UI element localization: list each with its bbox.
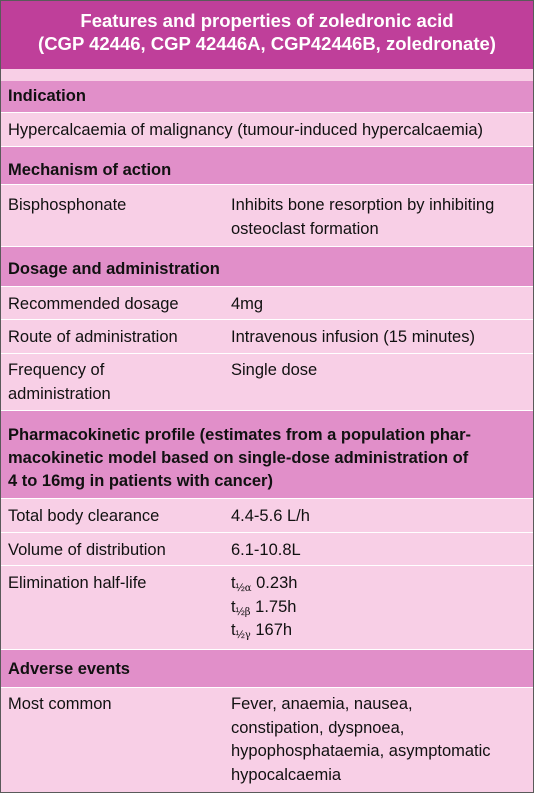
t-symbol: t bbox=[231, 597, 236, 616]
value-line: hypophosphataemia, asymptomatic bbox=[231, 742, 491, 760]
row-label: Most common bbox=[8, 695, 112, 713]
row-value bbox=[231, 572, 527, 643]
heading-line: 4 to 16mg in patients with cancer) bbox=[8, 472, 273, 490]
table-row bbox=[1, 320, 533, 354]
section-heading: Adverse events bbox=[8, 660, 130, 678]
title-line-1: Features and properties of zoledronic acid bbox=[80, 10, 454, 31]
t-symbol: t bbox=[231, 574, 236, 592]
t-symbol: t bbox=[231, 621, 236, 639]
section-mechanism bbox=[1, 147, 533, 185]
half-life-gamma bbox=[231, 619, 527, 643]
label-line: administration bbox=[8, 384, 111, 403]
beta-value: 1.75h bbox=[250, 597, 297, 616]
row-label: Volume of distribution bbox=[8, 541, 166, 559]
row-value bbox=[231, 194, 527, 241]
row-label: Recommended dosage bbox=[8, 295, 179, 313]
half-life-alpha bbox=[231, 572, 527, 596]
alpha-symbol: α bbox=[244, 583, 252, 594]
heading-line: macokinetic model based on single-dose administration of bbox=[8, 449, 469, 467]
label-line: Frequency of bbox=[8, 361, 105, 379]
row-label: Bisphosphonate bbox=[8, 196, 127, 214]
row-label bbox=[8, 359, 218, 406]
table-row bbox=[1, 354, 533, 411]
section-heading: Indication bbox=[8, 87, 86, 105]
section-heading: Dosage and administration bbox=[8, 260, 220, 278]
table-row bbox=[1, 185, 533, 247]
alpha-value: 0.23h bbox=[251, 574, 298, 592]
row-value: 6.1-10.8L bbox=[231, 541, 301, 559]
half-life-subscript bbox=[236, 606, 251, 618]
indication-text: Hypercalcaemia of malignancy (tumour-induced hypercalcaemia) bbox=[8, 121, 484, 139]
row-value: 4mg bbox=[231, 295, 264, 313]
table-row bbox=[1, 688, 533, 792]
row-label: Total body clearance bbox=[8, 507, 160, 525]
value-line: constipation, dyspnoea, bbox=[231, 718, 405, 737]
row-label: Route of administration bbox=[8, 328, 178, 346]
table-row bbox=[1, 499, 533, 533]
half-symbol: ½ bbox=[235, 582, 245, 594]
section-indication bbox=[1, 81, 533, 113]
heading-line: Pharmacokinetic profile (estimates from a population phar- bbox=[8, 426, 472, 444]
gamma-symbol: γ bbox=[244, 630, 251, 641]
half-life-subscript bbox=[236, 629, 251, 641]
table-row bbox=[1, 113, 533, 147]
value-line: Inhibits bone resorption by inhibiting bbox=[231, 196, 495, 214]
value-line: Fever, anaemia, nausea, bbox=[231, 695, 413, 713]
section-adverse-events bbox=[1, 650, 533, 688]
half-life-beta bbox=[231, 596, 527, 620]
beta-symbol: β bbox=[244, 606, 251, 618]
row-value: 4.4-5.6 L/h bbox=[231, 507, 310, 525]
table-title bbox=[1, 1, 533, 69]
row-value bbox=[231, 693, 527, 787]
table-row bbox=[1, 287, 533, 320]
section-heading bbox=[8, 424, 522, 493]
value-line: hypocalcaemia bbox=[231, 765, 342, 784]
table-row bbox=[1, 566, 533, 650]
half-symbol: ½ bbox=[235, 605, 245, 618]
row-label: Elimination half-life bbox=[8, 574, 147, 592]
row-value: Single dose bbox=[231, 361, 318, 379]
half-symbol: ½ bbox=[235, 629, 245, 641]
row-value: Intravenous infusion (15 minutes) bbox=[231, 328, 475, 346]
title-line-2: (CGP 42446, CGP 42446A, CGP42446B, zoledronate) bbox=[38, 33, 496, 54]
half-life-subscript bbox=[236, 582, 252, 594]
section-heading: Mechanism of action bbox=[8, 161, 172, 179]
table-row bbox=[1, 533, 533, 566]
section-dosage bbox=[1, 247, 533, 287]
gamma-value: 167h bbox=[250, 621, 293, 639]
section-pharmacokinetics bbox=[1, 411, 533, 499]
value-line: osteoclast formation bbox=[231, 219, 379, 238]
